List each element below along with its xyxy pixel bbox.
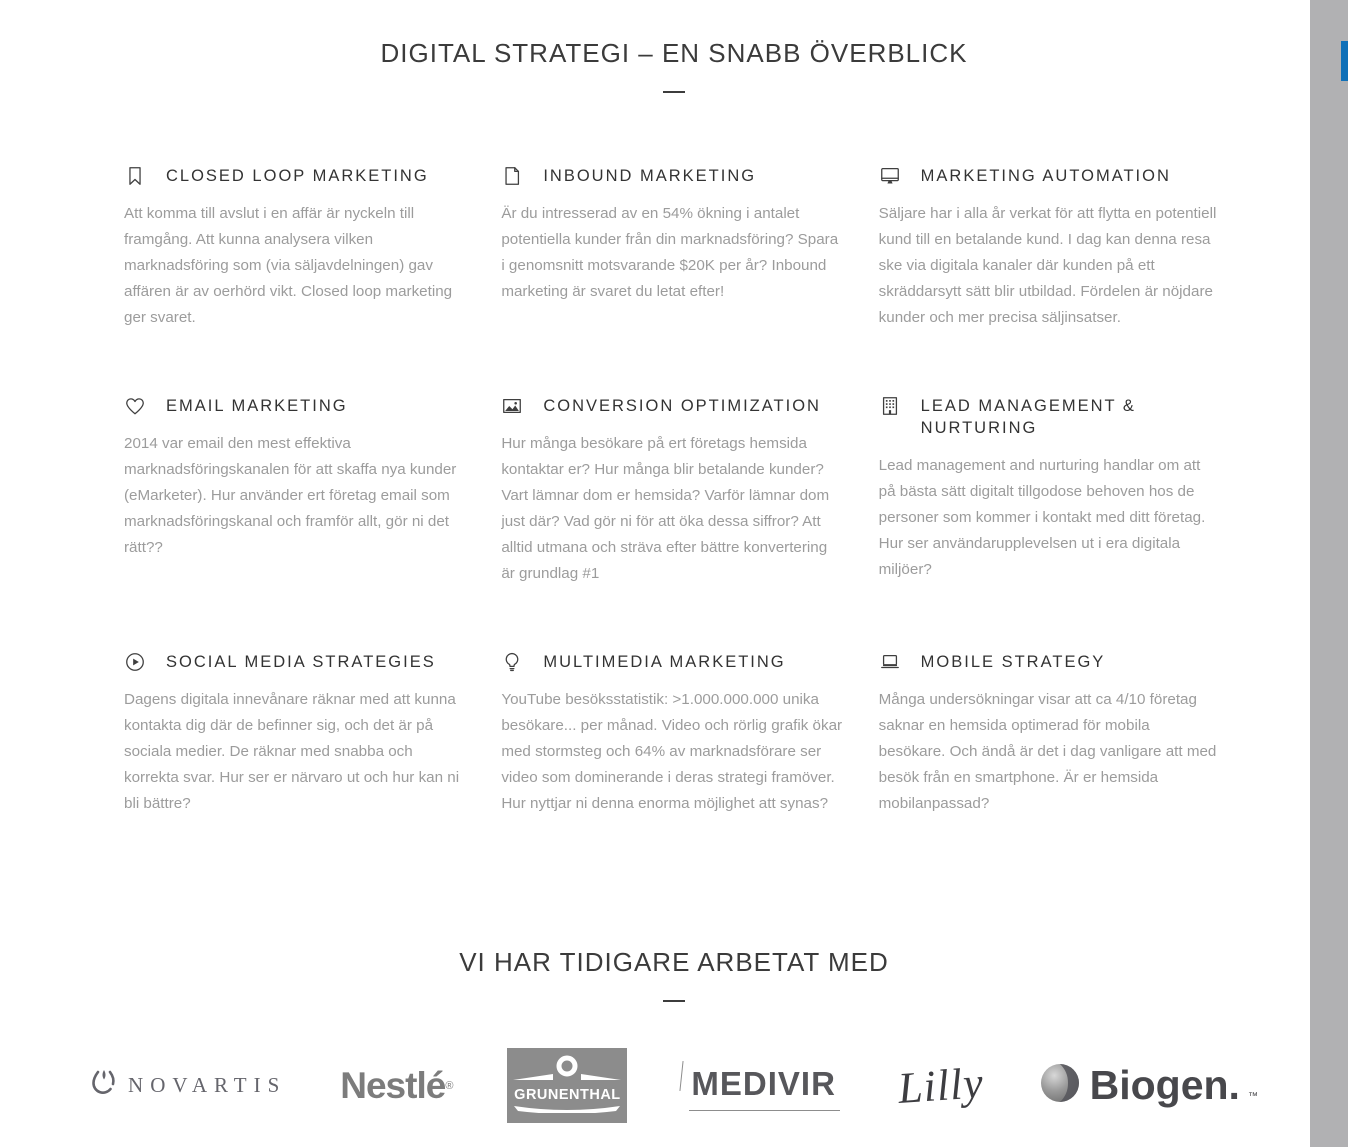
title-divider <box>663 1000 685 1002</box>
item-text: Hur många besökare på ert företags hemsida kontaktar er? Hur många blir betalande kunder? Vart lämnar dom er hemsida? Varför lämnar dom just där? Vad gör ni för att öka dessa siffror? Att alltid utmana och sträva efter bättre konvertering är grundlag #1 <box>501 435 830 582</box>
item-title: SOCIAL MEDIA STRATEGIES <box>166 653 436 671</box>
grunenthal-logo <box>507 1048 627 1123</box>
building-icon <box>879 395 901 417</box>
play-circle-icon <box>124 651 146 673</box>
medivir-logo <box>681 1061 844 1111</box>
item-title: MULTIMEDIA MARKETING <box>543 653 786 671</box>
bookmark-icon <box>124 165 146 187</box>
overview-item-lead <box>879 395 1224 587</box>
novartis-symbol-icon <box>90 1067 118 1104</box>
nestle-logo <box>340 1065 453 1107</box>
overview-title: DIGITAL STRATEGI – EN SNABB ÖVERBLICK <box>380 38 968 68</box>
item-text: YouTube besöksstatistik: >1.000.000.000 unika besökare... per månad. Video och rörlig grafik ökar med stormsteg och 64% av marknadsförare ser video som dominerande i deras strategi framöver. Hur nyttjar ni denna enorma möjlighet att synas? <box>501 691 843 812</box>
item-title: LEAD MANAGEMENT & NURTURING <box>920 397 1136 437</box>
overview-item-automation <box>879 165 1224 331</box>
lilly-wordmark: Lilly <box>896 1058 986 1113</box>
biogen-sphere-icon <box>1038 1061 1082 1110</box>
edge-widget[interactable] <box>1341 41 1348 81</box>
item-text: 2014 var email den mest effektiva marknadsföringskanalen för att skaffa nya kunder (eMarketer). Hur använder ert företag email som marknadsföringskanal och framför allt, gör ni det rätt?? <box>124 435 457 556</box>
heart-icon <box>124 395 146 417</box>
biogen-wordmark: Biogen. <box>1089 1062 1240 1108</box>
laptop-icon <box>879 651 901 673</box>
item-title: MARKETING AUTOMATION <box>920 167 1171 185</box>
lightbulb-icon <box>501 651 523 673</box>
novartis-logo <box>90 1067 286 1104</box>
client-logos <box>124 1048 1258 1123</box>
grunenthal-swoosh-icon <box>512 1105 622 1113</box>
overview-item-email <box>124 395 469 587</box>
item-text: Många undersökningar visar att ca 4/10 företag saknar en hemsida optimerad för mobila besökare. Och ändå är det i dag vanligare att med besök från en smartphone. Är er hemsida mobilanpassad? <box>878 691 1217 812</box>
page-content <box>124 0 1258 1123</box>
biogen-logo <box>1038 1061 1258 1110</box>
document-icon <box>501 165 523 187</box>
item-title: EMAIL MARKETING <box>166 397 348 415</box>
medivir-wordmark: MEDIVIR <box>691 1064 836 1102</box>
clients-title: VI HAR TIDIGARE ARBETAT MED <box>459 947 889 977</box>
clients-section <box>124 947 1258 1123</box>
item-title: CLOSED LOOP MARKETING <box>166 167 429 185</box>
item-title: INBOUND MARKETING <box>543 167 757 185</box>
item-title: MOBILE STRATEGY <box>920 653 1106 671</box>
grunenthal-emblem-icon <box>507 1054 627 1088</box>
overview-section <box>124 38 1224 817</box>
item-title: CONVERSION OPTIMIZATION <box>543 397 821 415</box>
item-text: Är du intresserad av en 54% ökning i antalet potentiella kunder från din marknadsföring? Spara i genomsnitt motsvarande $20K per år? Inbound marketing är svaret du letat efter! <box>501 205 839 300</box>
overview-item-conversion <box>501 395 846 587</box>
overview-item-social <box>124 651 469 817</box>
overview-grid <box>124 165 1224 817</box>
novartis-wordmark: NOVARTIS <box>128 1073 287 1097</box>
monitor-icon <box>879 165 901 187</box>
item-text: Lead management and nurturing handlar om att på bästa sätt digitalt tillgodose behoven hos de personer som kommer i kontakt med ditt företag. Hur ser användarupplevelsen ut i era digitala miljöer? <box>878 457 1206 578</box>
biogen-tm: ™ <box>1247 1091 1258 1102</box>
overview-item-multimedia <box>501 651 846 817</box>
nestle-regmark: ® <box>445 1079 454 1092</box>
right-gutter <box>1310 0 1348 1147</box>
grunenthal-wordmark: GRUNENTHAL <box>514 1087 621 1103</box>
overview-item-inbound <box>501 165 846 331</box>
item-text: Att komma till avslut i en affär är nyckeln till framgång. Att kunna analysera vilken marknadsföring som (via säljavdelningen) gav affären är av oerhörd vikt. Closed loop marketing ger svaret. <box>124 205 453 326</box>
item-text: Dagens digitala innevånare räknar med att kunna kontakta dig där de befinner sig, och det är på sociala medier. De räknar med snabba och korrekta svar. Hur ser er närvaro ut och hur kan ni bli bättre? <box>124 691 460 812</box>
overview-item-mobile <box>879 651 1224 817</box>
overview-item-closed-loop <box>124 165 469 331</box>
item-text: Säljare har i alla år verkat för att flytta en potentiell kund till en betalande kund. I dag kan denna resa ske via digitala kanaler där kunden på ett skräddarsytt sätt blir utbildad. Fördelen är nöjdare kunder och mer precisa säljinsatser. <box>878 205 1217 326</box>
nestle-wordmark: Nestlé <box>340 1064 446 1106</box>
lilly-logo <box>898 1060 984 1111</box>
title-divider <box>663 91 685 93</box>
image-icon <box>501 395 523 417</box>
